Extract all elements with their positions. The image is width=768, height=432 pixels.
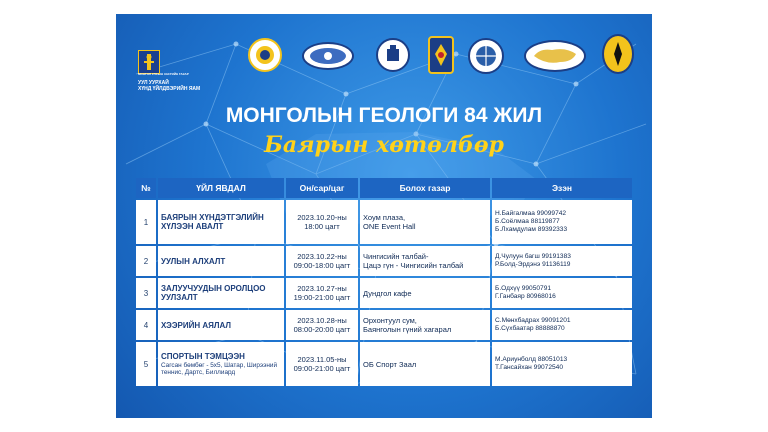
event-organizers: [492, 246, 632, 276]
event-name: [158, 200, 284, 244]
event-name: [158, 246, 284, 276]
program-table: [134, 176, 634, 388]
venue-line: Дундгол кафе: [363, 288, 412, 298]
partner-logo-7-icon: [602, 34, 634, 74]
table-row: [136, 342, 632, 386]
event-name-line: УУЛЗАЛТ: [161, 293, 198, 302]
event-organizers: [492, 278, 632, 308]
row-number: 4: [136, 310, 156, 340]
event-name: [158, 278, 284, 308]
event-name-line: УУЛЫН АЛХАЛТ: [161, 256, 226, 266]
event-name-line: ХҮЛЭЭН АВАЛТ: [161, 222, 224, 231]
ministry-name-line1: УУЛ УУРХАЙ: [138, 80, 169, 86]
organizer-contact: М.Ариунболд 88051013: [495, 356, 568, 363]
ministry-name-line2: ХҮНД ҮЙЛДВЭРИЙН ЯАМ: [138, 86, 201, 92]
event-name-line: БАЯРЫН ХҮНДЭТГЭЛИЙН: [161, 213, 264, 222]
event-organizers: [492, 342, 632, 386]
event-name: [158, 310, 284, 340]
organizer-contact: Г.Ганбаяр 80968016: [495, 293, 556, 300]
table-header-row: [136, 178, 632, 198]
event-time: 09:00-18:00 цагт: [293, 261, 351, 270]
table-row: [136, 310, 632, 340]
venue-line: Чингисийн талбай-: [363, 252, 429, 261]
row-number: 5: [136, 342, 156, 386]
venue-line: ONE Event Hall: [363, 222, 416, 231]
venue-line: Хоум плаза,: [363, 213, 406, 222]
event-date: 2023.10.28-ны: [297, 316, 347, 325]
event-date: 2023.10.20-ны: [297, 213, 347, 222]
table-row: [136, 200, 632, 244]
event-time: 08:00-20:00 цагт: [293, 325, 351, 334]
table-row: [136, 246, 632, 276]
event-venue: [360, 246, 490, 276]
soyombo-emblem-icon: [138, 50, 160, 74]
page-subtitle: Баярын хөтөлбөр: [264, 132, 504, 158]
event-date-time: [286, 246, 358, 276]
poster: [116, 14, 652, 418]
event-name: [158, 342, 284, 386]
event-name-line: ЗАЛУУЧУУДЫН ОРОЛЦОО: [161, 284, 266, 293]
event-name-line: СПОРТЫН ТЭМЦЭЭН: [161, 352, 245, 361]
organizer-contact: Б.Лхамдулам 89392333: [495, 226, 568, 233]
event-name-line: ХЭЭРИЙН АЯЛАЛ: [161, 320, 231, 330]
page-title: МОНГОЛЫН ГЕОЛОГИ 84 ЖИЛ: [225, 104, 543, 127]
row-number: 2: [136, 246, 156, 276]
event-venue: [360, 342, 490, 386]
table-row: [136, 278, 632, 308]
ministry-name: [138, 80, 228, 92]
event-venue: [360, 278, 490, 308]
event-date-time: [286, 278, 358, 308]
event-time: 09:00-21:00 цагт: [293, 364, 351, 373]
event-date: 2023.11.05-ны: [297, 355, 347, 364]
event-time: 18:00 цагт: [304, 222, 340, 231]
event-date: 2023.10.22-ны: [297, 252, 347, 261]
organizer-contact: Б.Одхүү 99050791: [495, 285, 552, 292]
event-subtitle: Сагсан бөмбөг - 5x5, Шатар, Ширээний теннис, Дартс, Биллиард: [161, 362, 278, 376]
partner-logo-5-icon: [468, 38, 504, 74]
emblem-caption: МОНГОЛ УЛСЫН ЗАСГИЙН ГАЗАР: [138, 72, 189, 76]
venue-line: Орхонтуул сум,: [363, 316, 417, 325]
event-date-time: [286, 200, 358, 244]
header-date-time: Он/сар/цаг: [286, 178, 358, 198]
header-venue: Болох газар: [360, 178, 490, 198]
event-time: 19:00-21:00 цагт: [293, 293, 351, 302]
header-number: №: [136, 178, 156, 198]
event-organizers: [492, 200, 632, 244]
event-venue: [360, 310, 490, 340]
organizer-contact: Р.Болд-Эрдэнэ 91136119: [495, 261, 571, 268]
row-number: 1: [136, 200, 156, 244]
organizer-contact: Т.Гансайхан 99072540: [495, 364, 563, 371]
organizer-contact: Б.Соёлмаа 88119877: [495, 218, 560, 225]
organizer-contact: Н.Байгалмаа 99099742: [495, 210, 567, 217]
event-date-time: [286, 310, 358, 340]
partner-logo-1-icon: [248, 38, 282, 72]
organizer-contact: Б.Сүхбаатар 88888870: [495, 325, 565, 332]
organizer-contact: С.Мөнхбадрах 99091201: [495, 317, 571, 324]
event-date: 2023.10.27-ны: [297, 284, 347, 293]
venue-line: Цацэ гүн - Чингисийн талбай: [363, 261, 464, 270]
organizer-contact: Д.Чулуун багш 99191383: [495, 253, 571, 260]
partner-logo-3-icon: [376, 38, 410, 72]
venue-line: ОБ Спорт Заал: [363, 359, 417, 369]
event-organizers: [492, 310, 632, 340]
header-organizer: Эзэн: [492, 178, 632, 198]
header-event: ҮЙЛ ЯВДАЛ: [158, 178, 284, 198]
event-venue: [360, 200, 490, 244]
partner-logo-2-icon: [302, 42, 354, 70]
partner-logo-6-icon: [524, 40, 586, 72]
logo-strip: [116, 14, 652, 96]
row-number: 3: [136, 278, 156, 308]
venue-line: Баянголын гүний хагарал: [363, 325, 452, 334]
event-date-time: [286, 342, 358, 386]
partner-logo-4-icon: [428, 36, 454, 74]
